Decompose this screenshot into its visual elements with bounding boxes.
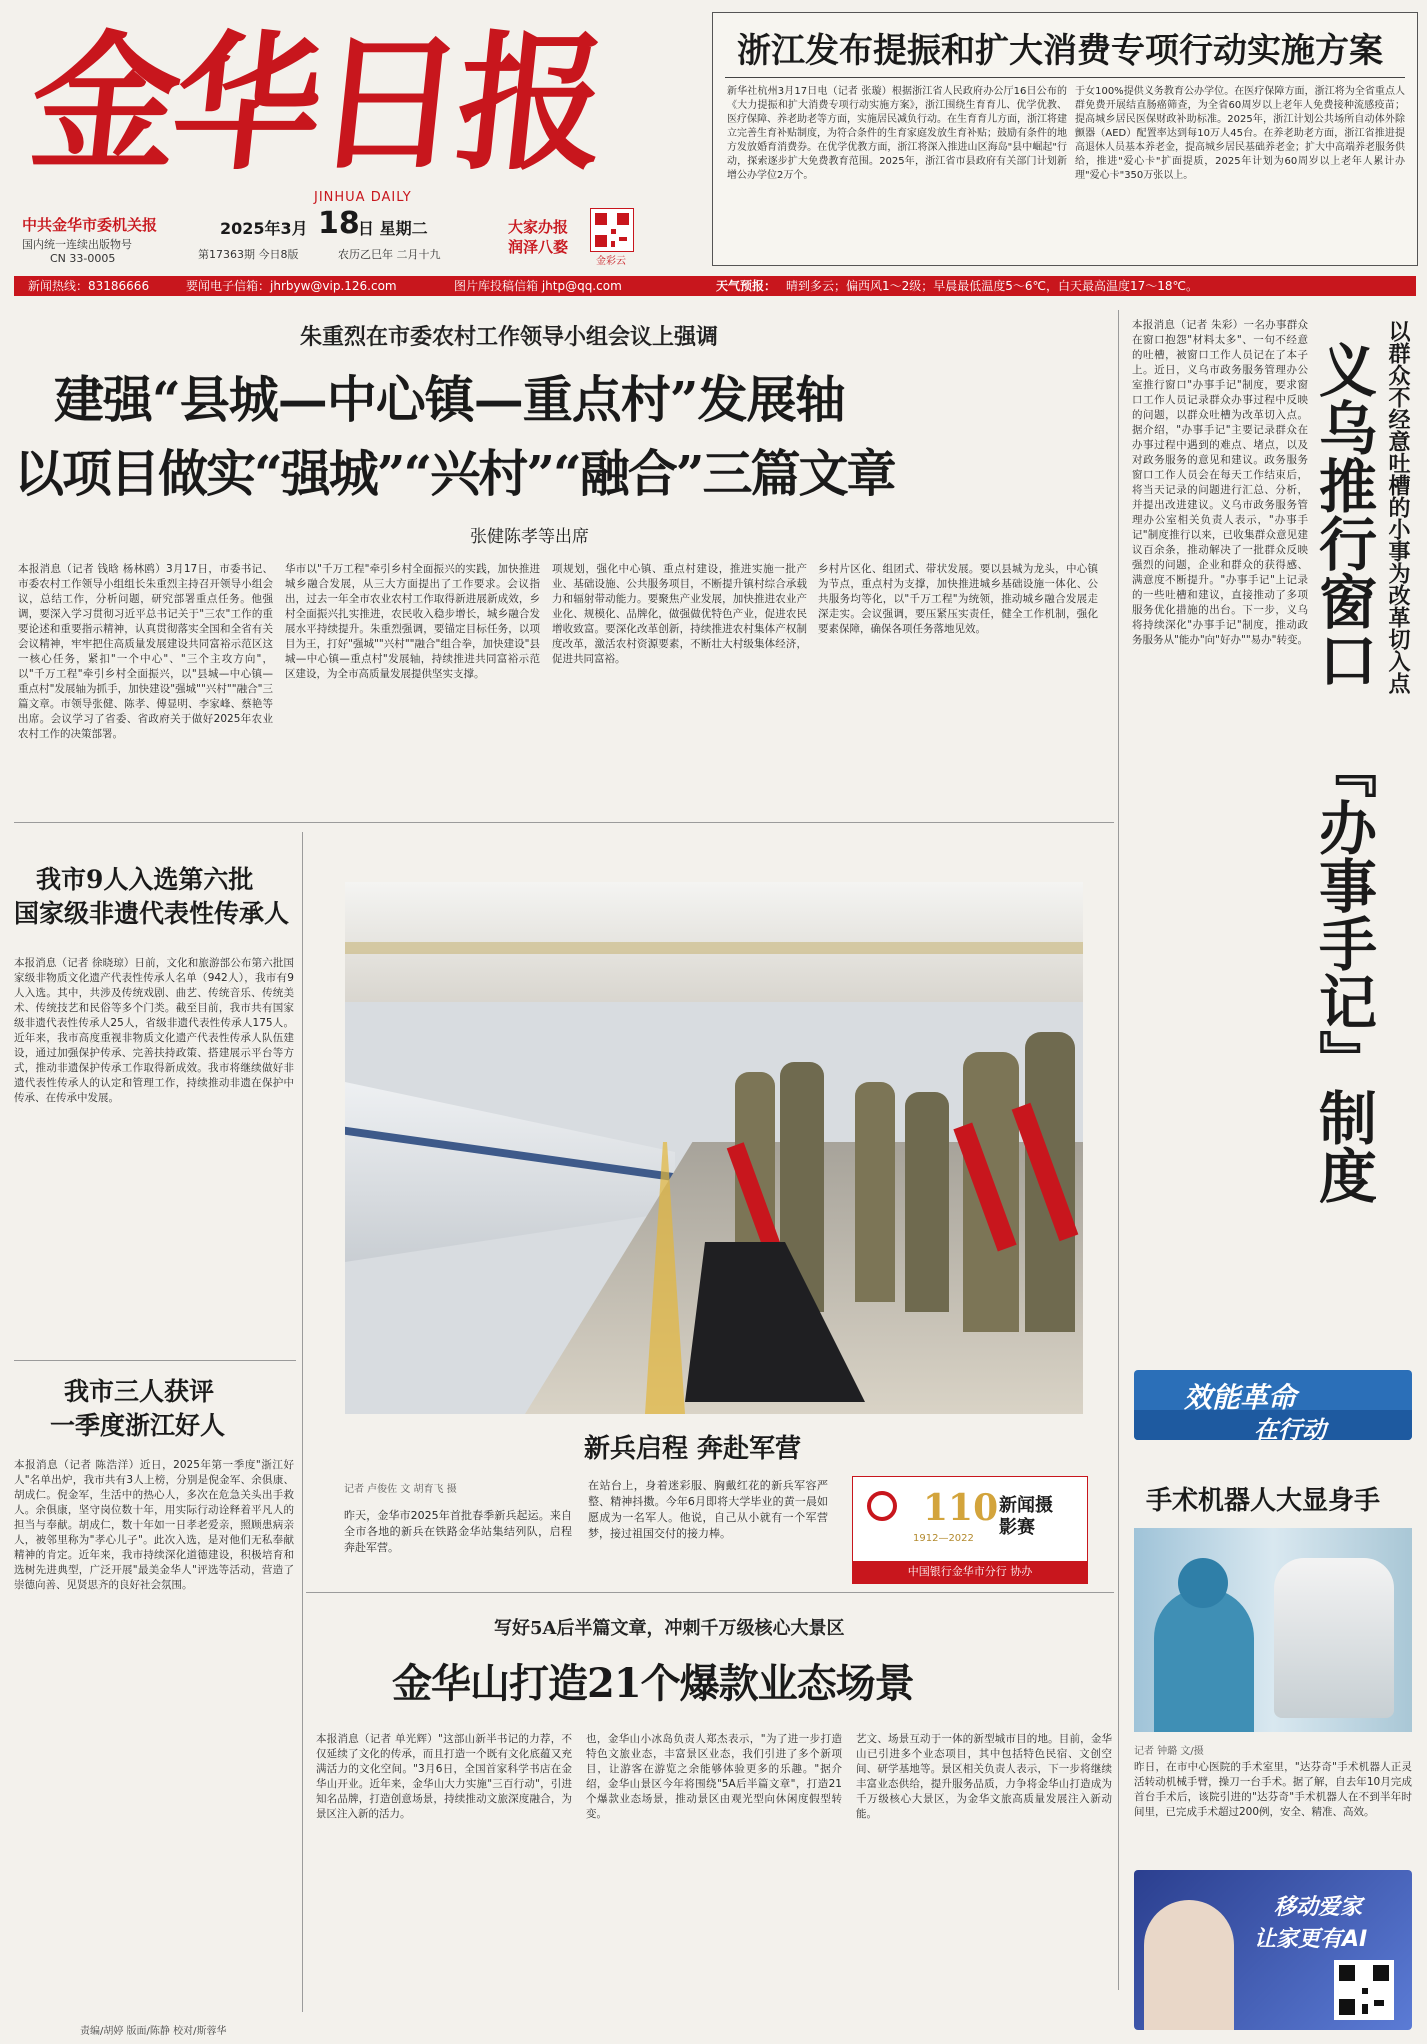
bank-logo-icon — [867, 1491, 897, 1521]
robot-body: 昨日，在市中心医院的手术室里，"达芬奇"手术机器人正灵活转动机械手臂，操刀一台手术。据了解，自去年10月完成首台手术后，该院引进的"达芬奇"手术机器人在不到半年时间里，已完成手术超过200例，安全、精准、高效。 — [1134, 1761, 1412, 1818]
lead-byline: 张健陈孝等出席 — [470, 527, 589, 547]
anniversary-mark: 1912—2022 — [913, 1533, 974, 1544]
masthead-logo: 金华日报 — [22, 16, 610, 190]
date-block — [198, 206, 478, 266]
efficiency-line1: 效能革命 — [1184, 1381, 1297, 1414]
mobile-ad[interactable] — [1134, 1870, 1412, 2030]
app-label: 金彩云 — [596, 256, 626, 267]
lead-headline-2[interactable]: 以项目做实“强城”“兴村”“融合”三篇文章 — [14, 444, 895, 503]
robot-arm — [1274, 1558, 1394, 1718]
photo-contest-label: 新闻摄影赛 — [999, 1495, 1053, 1538]
cn-number: 国内统一连续出版物号 — [22, 238, 132, 251]
photo-credit: 记者 卢俊佐 文 胡育飞 摄 — [344, 1484, 457, 1495]
robot-photo — [1134, 1528, 1412, 1732]
top-story-box — [712, 12, 1418, 266]
yiwu-title-2[interactable]: 『办事手记』制度 — [1309, 740, 1377, 1204]
issue-info: 第17363期 今日8版 — [198, 248, 299, 261]
photo-caption-right: 在站台上，身着迷彩服、胸戴红花的新兵军容严整、精神抖擞。今年6月即将大学毕业的黄一晨如愿成为一名军人。他说，自己从小就有一个军营梦，接过祖国交付的接力棒。 — [588, 1479, 828, 1540]
masthead-pinyin: JINHUA DAILY — [314, 190, 412, 205]
jinhuashan-kicker: 写好5A后半篇文章，冲刺千万级核心大景区 — [494, 1618, 845, 1639]
heritage-title-1[interactable]: 我市9人入选第六批 — [36, 865, 254, 894]
surgeon-figure — [1154, 1588, 1254, 1732]
footer-editors: 责编/胡婷 版面/陈静 校对/斯蓉华 — [80, 2026, 227, 2037]
news-hotline: 新闻热线：83186666 — [28, 279, 150, 293]
jinhuashan-headline[interactable]: 金华山打造21个爆款业态场景 — [392, 1660, 914, 1707]
sponsor-line: 中共金华市委机关报 — [22, 216, 158, 234]
slogan-line2: 润泽八婺 — [508, 238, 569, 256]
efficiency-banner — [1134, 1370, 1412, 1440]
lead-kicker: 朱重烈在市委农村工作领导小组会议上强调 — [300, 324, 719, 350]
date-year-month: 2025年3月 — [220, 219, 308, 238]
photo-caption-left: 昨天，金华市2025年首批春季新兵起运。来自全市各地的新兵在铁路金华站集结列队，启程奔赴军营。 — [344, 1509, 572, 1554]
ad-qr-code[interactable] — [1334, 1960, 1394, 2020]
qr-code-icon — [1334, 1960, 1394, 2020]
train-body — [345, 1062, 675, 1262]
lunar-date: 农历乙巳年 二月十九 — [338, 248, 441, 261]
qr-code-icon — [591, 209, 633, 251]
surgeon-head — [1178, 1558, 1228, 1608]
photo-caption-title[interactable]: 新兵启程 奔赴军营 — [584, 1434, 802, 1464]
lead-col3: 项规划，强化中心镇、重点村建设，推进实施一批产业、基础设施、公共服务项目，不断提升镇村综合承载力和辐射带动能力。要聚焦产业发展，加快推进农业产业化、规模化、品牌化，做强做优特色产业，促进农民增收致富。要深化改革创新，持续推进农村集体产权制度改革，激活农村资源要素，不断壮大村级集体经济，促进共同富裕。 — [552, 563, 807, 665]
lead-col1: 本报消息（记者 钱晗 杨林鸥）3月17日，市委书记、市委农村工作领导小组组长朱重烈主持召开领导小组会议，总结工作，分析问题，研究部署重点任务。他强调，要深入学习贯彻习近平总书记关于"三农"工作的重要论述和重要指示精神，认真贯彻落实全国和全省有关会议精神，牢牢把住高质量发展建设共同富裕示范区这一核心任务，紧扣"一个中心"、"三个主攻方向"，以"千万工程"牵引乡村全面振兴，以"县城—中心镇—重点村"发展轴为抓手，加快建设"强城""兴村""融合"三篇文章。市领导张健、陈孝、傅显明、李家峰、蔡艳等出席。会议学习了省委、省政府关于做好2025年农业农村工作的决策部署。 — [18, 563, 273, 740]
robot-title[interactable]: 手术机器人大显身手 — [1146, 1486, 1381, 1516]
jinhuashan-col2: 也，金华山小冰岛负责人郑杰表示，"为了进一步打造特色文旅业态，丰富景区业态，我们引进了多个新项目，让游客在游览之余能够体验更多的乐趣。"据介绍，金华山景区今年将围绕"5A后半篇文章"，打造21个爆款业态场景，推动景区由观光型向休闲度假型转变。 — [586, 1733, 842, 1820]
yiwu-title-1[interactable]: 义乌推行窗口 — [1309, 340, 1377, 688]
good-body: 本报消息（记者 陈浩洋）近日，2025年第一季度"浙江好人"名单出炉，我市共有3人上榜，分别是倪金军、余俱康、胡成仁。倪金军，生活中的热心人，多次在危急关头出手救人。余俱康，坚守岗位数十年，用实际行动诠释着平凡人的担当与奉献。胡成仁，数十年如一日孝老爱亲，照顾患病亲人，被邻里称为"孝心儿子"。此次入选，是对他们无私奉献精神的肯定。近年来，我市持续深化道德建设，积极培育和选树先进典型，广泛开展"最美金华人"评选等活动，营造了崇德向善、见贤思齐的良好社会氛围。 — [14, 1459, 294, 1591]
yiwu-body: 本报消息（记者 朱彩）一名办事群众在窗口抱怨"材料太多"、一句不经意的吐槽，被窗口工作人员记在了本子上。近日，义乌市政务服务管理办公室推行窗口"办事手记"制度，要求窗口工作人员记录群众办事过程中反映的问题，以群众吐槽为改革切入点。据介绍，"办事手记"主要记录群众在办事过程中遇到的难点、堵点，以及对政务服务的意见和建议。政务服务窗口工作人员会在每天工作结束后，将当天记录的问题进行汇总、分析，并提出改进建议。义乌市政务服务管理办公室相关负责人表示，"办事手记"制度推行以来，已收集群众意见建议百余条，推动解决了一批群众反映强烈的问题，企业和群众的获得感、满意度不断提升。"办事手记"上记录的一些吐槽和建议，直接推动了多项服务优化措施的出台。下一步，义乌将持续深化"办事手记"制度，推动政务服务从"能办"向"好办""易办"转变。 — [1132, 319, 1308, 646]
canopy-beams — [345, 942, 1083, 954]
ad-figure — [1144, 1900, 1234, 2030]
weather-label: 天气预报： — [716, 279, 777, 293]
photo-contest-sponsor: 中国银行金华市分行 协办 — [853, 1561, 1087, 1583]
lead-col2: 华市以"千万工程"牵引乡村全面振兴的实践，加快推进城乡融合发展，从三大方面提出了工作要求。会议指出，过去一年全市农业农村工作取得新进展新成效，乡村全面振兴扎实推进，农民收入稳步增长，城乡融合发展水平持续提升。朱重烈强调，要锚定目标任务，以项目为王，打好"强城""兴村""融合"组合拳，加快建设"县城—中心镇—重点村"发展轴，持续推进共同富裕示范区建设，为全市高质量发展提供坚实支撑。 — [285, 563, 540, 680]
robot-credit: 记者 钟璐 文/摄 — [1134, 1746, 1204, 1757]
photo-contest-badge — [852, 1476, 1088, 1584]
contact-bar — [14, 276, 1416, 296]
jinhuashan-col1: 本报消息（记者 单光辉）"这部山新半书记的力荐，不仅延续了文化的传承，而且打造一个既有文化底蕴又充满活力的文化空间。"3月6日，全国首家科学书店在金华山开业。近年来，金华山大力实施"三百行动"，引进知名品牌，打造创意场景，持续推动文旅深度融合，为景区注入新的活力。 — [316, 1733, 572, 1820]
date-day: 18 — [318, 206, 360, 241]
jinhuashan-col3: 艺文、场景互动于一体的新型城市目的地。目前，金华山已引进多个业态项目，其中包括特色民宿、文创空间、研学基地等。景区相关负责人表示，下一步将继续丰富业态供给，提升服务品质，力争将金华山打造成为千万级核心大景区，为金华文旅高质量发展注入新动能。 — [856, 1733, 1112, 1820]
lead-headline-1[interactable]: 建强“县城—中心镇—重点村”发展轴 — [54, 370, 845, 429]
slogan-line1: 大家办报 — [508, 218, 569, 236]
cn-code: CN 33-0005 — [50, 252, 116, 265]
photo-email[interactable]: 图片库投稿信箱 jhtp@qq.com — [454, 279, 622, 293]
efficiency-line2: 在行动 — [1254, 1416, 1326, 1440]
app-qr-code[interactable] — [590, 208, 634, 252]
top-story-col1: 新华社杭州3月17日电（记者 张璇）根据浙江省人民政府办公厅16日公布的《大力提振和扩大消费专项行动实施方案》，浙江围绕生育育儿、优学优教、医疗保障、养老助老等方面，实施居民减负行动。在生育育儿方面，浙江将建立完善生育补贴制度，为符合条件的生育家庭发放生育补贴；鼓励有条件的地方发放婚育消费券。在优学优教方面，浙江将深入推进山区海岛"县中崛起"行动，探索逐步扩大免费教育范围。2025年，浙江省市县政府有关部门计划新增公办学位2万个。 — [727, 86, 1067, 181]
ad-line1: 移动爱家 — [1274, 1895, 1363, 1920]
anniversary-number: 110 — [923, 1487, 999, 1529]
yiwu-side-kicker: 以群众不经意吐槽的小事为改革切入点 — [1385, 320, 1411, 694]
top-story-col2: 于女100%提供义务教育公办学位。在医疗保障方面，浙江将为全省重点人群免费开展结直肠癌筛查，为全省60周岁以上老年人免费接种流感疫苗；提高城乡居民医保财政补助标准。2025年，浙江计划公共场所自动体外除颤器（AED）配置率达到每10万人45台。在养老助老方面，浙江省推进提高退休人员基本养老金，提高城乡居民基础养老金；扩大中高端养老服务供给，推进"爱心卡"扩面提质，2025年计划为60周岁以上老年人累计办理"爱心卡"350万张以上。 — [1075, 86, 1405, 181]
ad-line2: 让家更有AI — [1254, 1927, 1368, 1952]
top-story-title[interactable]: 浙江发布提振和扩大消费专项行动实施方案 — [737, 31, 1383, 71]
heritage-title-2[interactable]: 国家级非遗代表性传承人 — [14, 899, 290, 928]
weather-text: 晴到多云；偏西风1～2级；早晨最低温度5～6℃，白天最高温度17～18℃。 — [786, 279, 1199, 293]
good-title-2[interactable]: 一季度浙江好人 — [50, 1411, 226, 1440]
train-photo — [345, 882, 1083, 1414]
good-title-1[interactable]: 我市三人获评 — [64, 1377, 215, 1406]
date-weekday: 日 星期二 — [358, 219, 428, 238]
lead-col4: 乡村片区化、组团式、带状发展。要以县城为龙头，中心镇为节点，重点村为支撑，加快推进城乡基础设施一体化、公共服务均等化，以"千万工程"为统领，推动城乡融合发展走深走实。会议强调，要压紧压实责任，健全工作机制，强化要素保障，确保各项任务落地见效。 — [818, 563, 1098, 635]
heritage-body: 本报消息（记者 徐晓琼）日前，文化和旅游部公布第六批国家级非物质文化遗产代表性传承人名单（942人），我市有9人入选。其中，共涉及传统戏剧、曲艺、传统音乐、传统美术、传统技艺和民俗等多个门类。截至目前，我市共有国家级非遗代表性传承人25人，省级非遗代表性传承人175人。近年来，我市高度重视非物质文化遗产代表性传承人队伍建设，通过加强保护传承、完善扶持政策、搭建展示平台等方式，推动非遗保护传承工作取得新成效。我市将继续做好非遗代表性传承人的认定和管理工作，持续推动非遗在保护中传承、在传承中发展。 — [14, 957, 294, 1104]
news-email[interactable]: 要闻电子信箱：jhrbyw@vip.126.com — [186, 279, 397, 293]
